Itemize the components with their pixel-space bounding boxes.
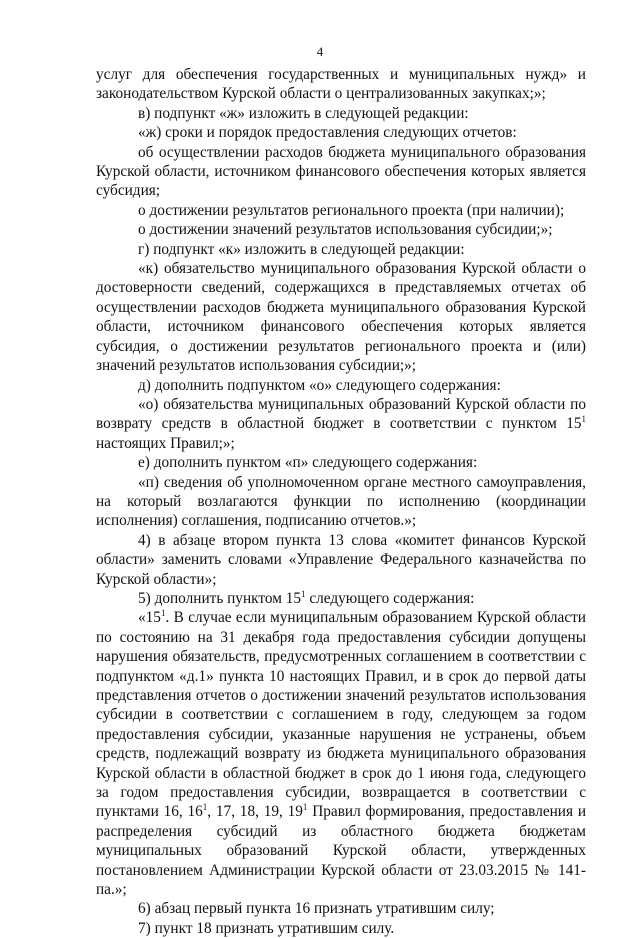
paragraph-14-text: 5) дополнить пунктом 15 <box>138 589 302 607</box>
paragraph-14-text-end: следующего содержания: <box>305 589 475 607</box>
paragraph-14 <box>96 589 586 608</box>
paragraph-12: «п) сведения об уполномоченном органе местного самоуправления, на который возлагаются функции по исполнению (координации исполнения) соглашения, подписанию отчетов.»; <box>96 473 586 530</box>
paragraph-15-text-mid: . В случае если муниципальным образованием Курской области по состоянию на 31 декабря года предоставления субсидии допущены нарушения обязательств, предусмотренных соглашением в соответствии с подпунктом «д.1» пункта 10 настоящих Правил, и в срок до первой даты представления отчетов о достижении значений результатов использования субсидии в соответствии с соглашением в году, следующем за годом предоставления субсидии, указанные нарушения не устранены, объем средств, подлежащий возврату из бюджета муниципального образования Курской области в областной бюджет в срок до 1 июня года, следующего за годом предоставления субсидии, возвращается в соответствии с пунктами 16, 16 <box>96 609 586 821</box>
paragraph-2: в) подпункт «ж» изложить в следующей редакции: <box>138 104 469 122</box>
paragraph-10 <box>96 395 586 453</box>
paragraph-8: «к) обязательство муниципального образования Курской области о достоверности сведений, содержащихся в представляемых отчетах об осуществлении расходов бюджета муниципального образования Курской области, источником финансового обеспечения которых является субсидия, о достижении результатов регионального проекта и (или) значений результатов использования субсидии;»; <box>96 260 586 375</box>
paragraph-13: 4) в абзаце втором пункта 13 слова «комитет финансов Курской области» заменить словами «Управление Федерального казначейства по Курской области»; <box>96 531 586 588</box>
superscript-1: 1 <box>202 802 208 813</box>
paragraph-1: услуг для обеспечения государственных и муниципальных нужд» и законодательством Курской области о централизованных закупках;»; <box>96 66 586 103</box>
paragraph-15 <box>96 608 586 899</box>
paragraph-10-text: «о) обязательства муниципальных образований Курской области по возврату средств в областной бюджет в соответствии с пунктом 15 <box>96 395 586 433</box>
superscript-1: 1 <box>302 802 308 813</box>
superscript-1: 1 <box>581 414 586 425</box>
paragraph-7: г) подпункт «к» изложить в следующей редакции: <box>138 240 465 258</box>
superscript-1: 1 <box>160 608 166 619</box>
paragraph-15-text-end: Правил формирования, предоставления и распределения субсидий из областного бюджета бюджетам муниципальных образований Курской области, утвержденных постановлением Администрации Курской области от 23.03.2015 № 141-па.»; <box>96 803 587 899</box>
paragraph-9: д) дополнить подпунктом «о» следующего содержания: <box>138 376 501 394</box>
paragraph-16: 6) абзац первый пункта 16 признать утратившим силу; <box>138 900 495 918</box>
document-body <box>96 65 586 938</box>
paragraph-3: «ж) сроки и порядок предоставления следующих отчетов: <box>138 124 517 142</box>
superscript-1: 1 <box>301 588 306 599</box>
paragraph-15-text: «15 <box>138 609 161 627</box>
paragraph-5: о достижении результатов регионального проекта (при наличии); <box>138 201 565 219</box>
paragraph-15-text-mid2: , 17, 18, 19, 19 <box>207 803 303 821</box>
paragraph-10-text-end: настоящих Правил;»; <box>96 434 235 452</box>
paragraph-17: 7) пункт 18 признать утратившим силу. <box>138 919 395 937</box>
page-number: 4 <box>316 44 324 59</box>
paragraph-11: е) дополнить пунктом «п» следующего содержания: <box>138 454 478 472</box>
paragraph-4: об осуществлении расходов бюджета муниципального образования Курской области, источником финансового обеспечения которых является субсидия; <box>96 143 586 200</box>
paragraph-6: о достижении значений результатов использования субсидии;»; <box>138 221 553 239</box>
